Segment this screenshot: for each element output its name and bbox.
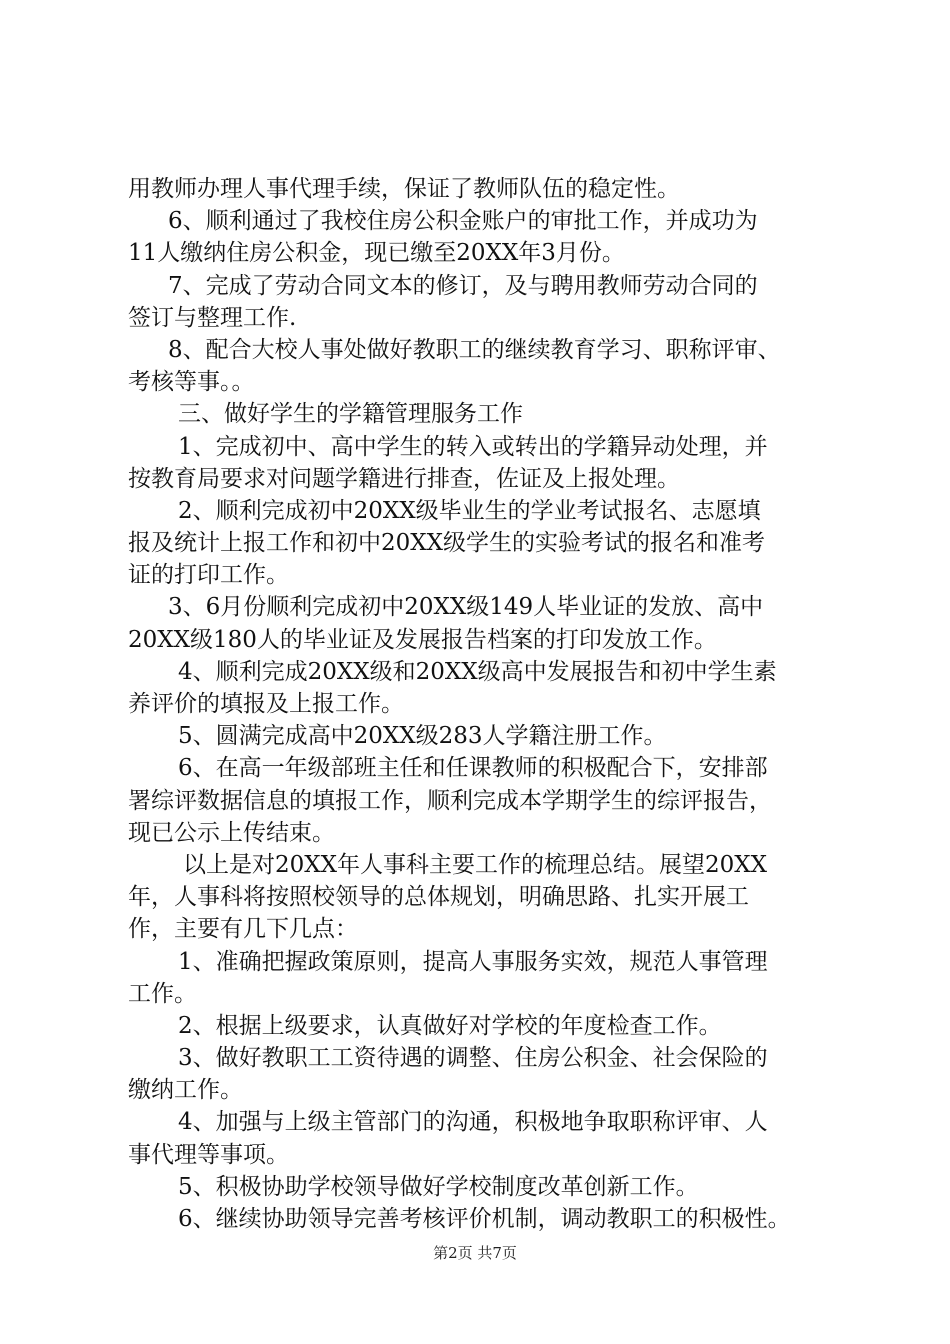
text-line: 4、加强与上级主管部门的沟通，积极地争取职称评审、人 [178,1109,768,1136]
text-line: 考核等事。。 [128,369,255,396]
text-line: 6、继续协助领导完善考核评价机制，调动教职工的积极性。 [178,1206,791,1232]
text-line: 用教师办理人事代理手续，保证了教师队伍的稳定性。 [128,176,680,202]
text-line: 11人缴纳住房公积金，现已缴至20XX年3月份。 [128,240,625,267]
text-line: 养评价的填报及上报工作。 [128,691,404,717]
text-line: 以上是对20XX年人事科主要工作的梳理总结。展望20XX [183,851,768,878]
text-line: 2、根据上级要求，认真做好对学校的年度检查工作。 [178,1012,722,1039]
text-line: 作，主要有几下几点： [128,916,358,943]
text-line: 署综评数据信息的填报工作，顺利完成本学期学生的综评报告， [128,787,772,814]
text-line: 3、做好教职工工资待遇的调整、住房公积金、社会保险的 [178,1045,768,1072]
text-line: 证的打印工作。 [128,562,289,589]
text-line: 3、6月份顺利完成初中20XX级149人毕业证的发放、高中 [168,594,764,621]
text-line: 6、在高一年级部班主任和任课教师的积极配合下，安排部 [178,755,768,782]
text-line: 按教育局要求对问题学籍进行排查，佐证及上报处理。 [128,465,680,492]
text-line: 7、完成了劳动合同文本的修订，及与聘用教师劳动合同的 [168,272,758,299]
text-line: 缴纳工作。 [128,1077,243,1104]
text-line: 6、顺利通过了我校住房公积金账户的审批工作，并成功为 [168,208,758,235]
text-line: 5、圆满完成高中20XX级283人学籍注册工作。 [178,723,667,750]
text-line: 年，人事科将按照校领导的总体规划，明确思路、扎实开展工 [128,884,749,911]
text-line: 事代理等事项。 [128,1141,289,1168]
text-line: 8、配合大校人事处做好教职工的继续教育学习、职称评审、 [168,336,781,363]
text-line: 1、准确把握政策原则，提高人事服务实效，规范人事管理 [178,948,768,975]
page-footer: 第2页 共7页 [433,1244,517,1262]
text-line: 工作。 [128,980,197,1007]
text-line: 现已公示上传结束。 [128,819,335,846]
text-line: 20XX级180人的毕业证及发展报告档案的打印发放工作。 [128,626,717,653]
text-line: 2、顺利完成初中20XX级毕业生的学业考试报名、志愿填 [178,497,761,524]
text-line: 报及统计上报工作和初中20XX级学生的实验考试的报名和准考 [128,530,766,557]
text-line: 1、完成初中、高中学生的转入或转出的学籍异动处理，并 [178,433,768,460]
text-line: 三、做好学生的学籍管理服务工作 [178,401,523,428]
text-line: 签订与整理工作. [128,304,297,331]
document-body [128,173,854,1235]
text-line: 4、顺利完成20XX级和20XX级高中发展报告和初中学生素 [178,658,777,685]
text-line: 5、积极协助学校领导做好学校制度改革创新工作。 [178,1173,699,1200]
